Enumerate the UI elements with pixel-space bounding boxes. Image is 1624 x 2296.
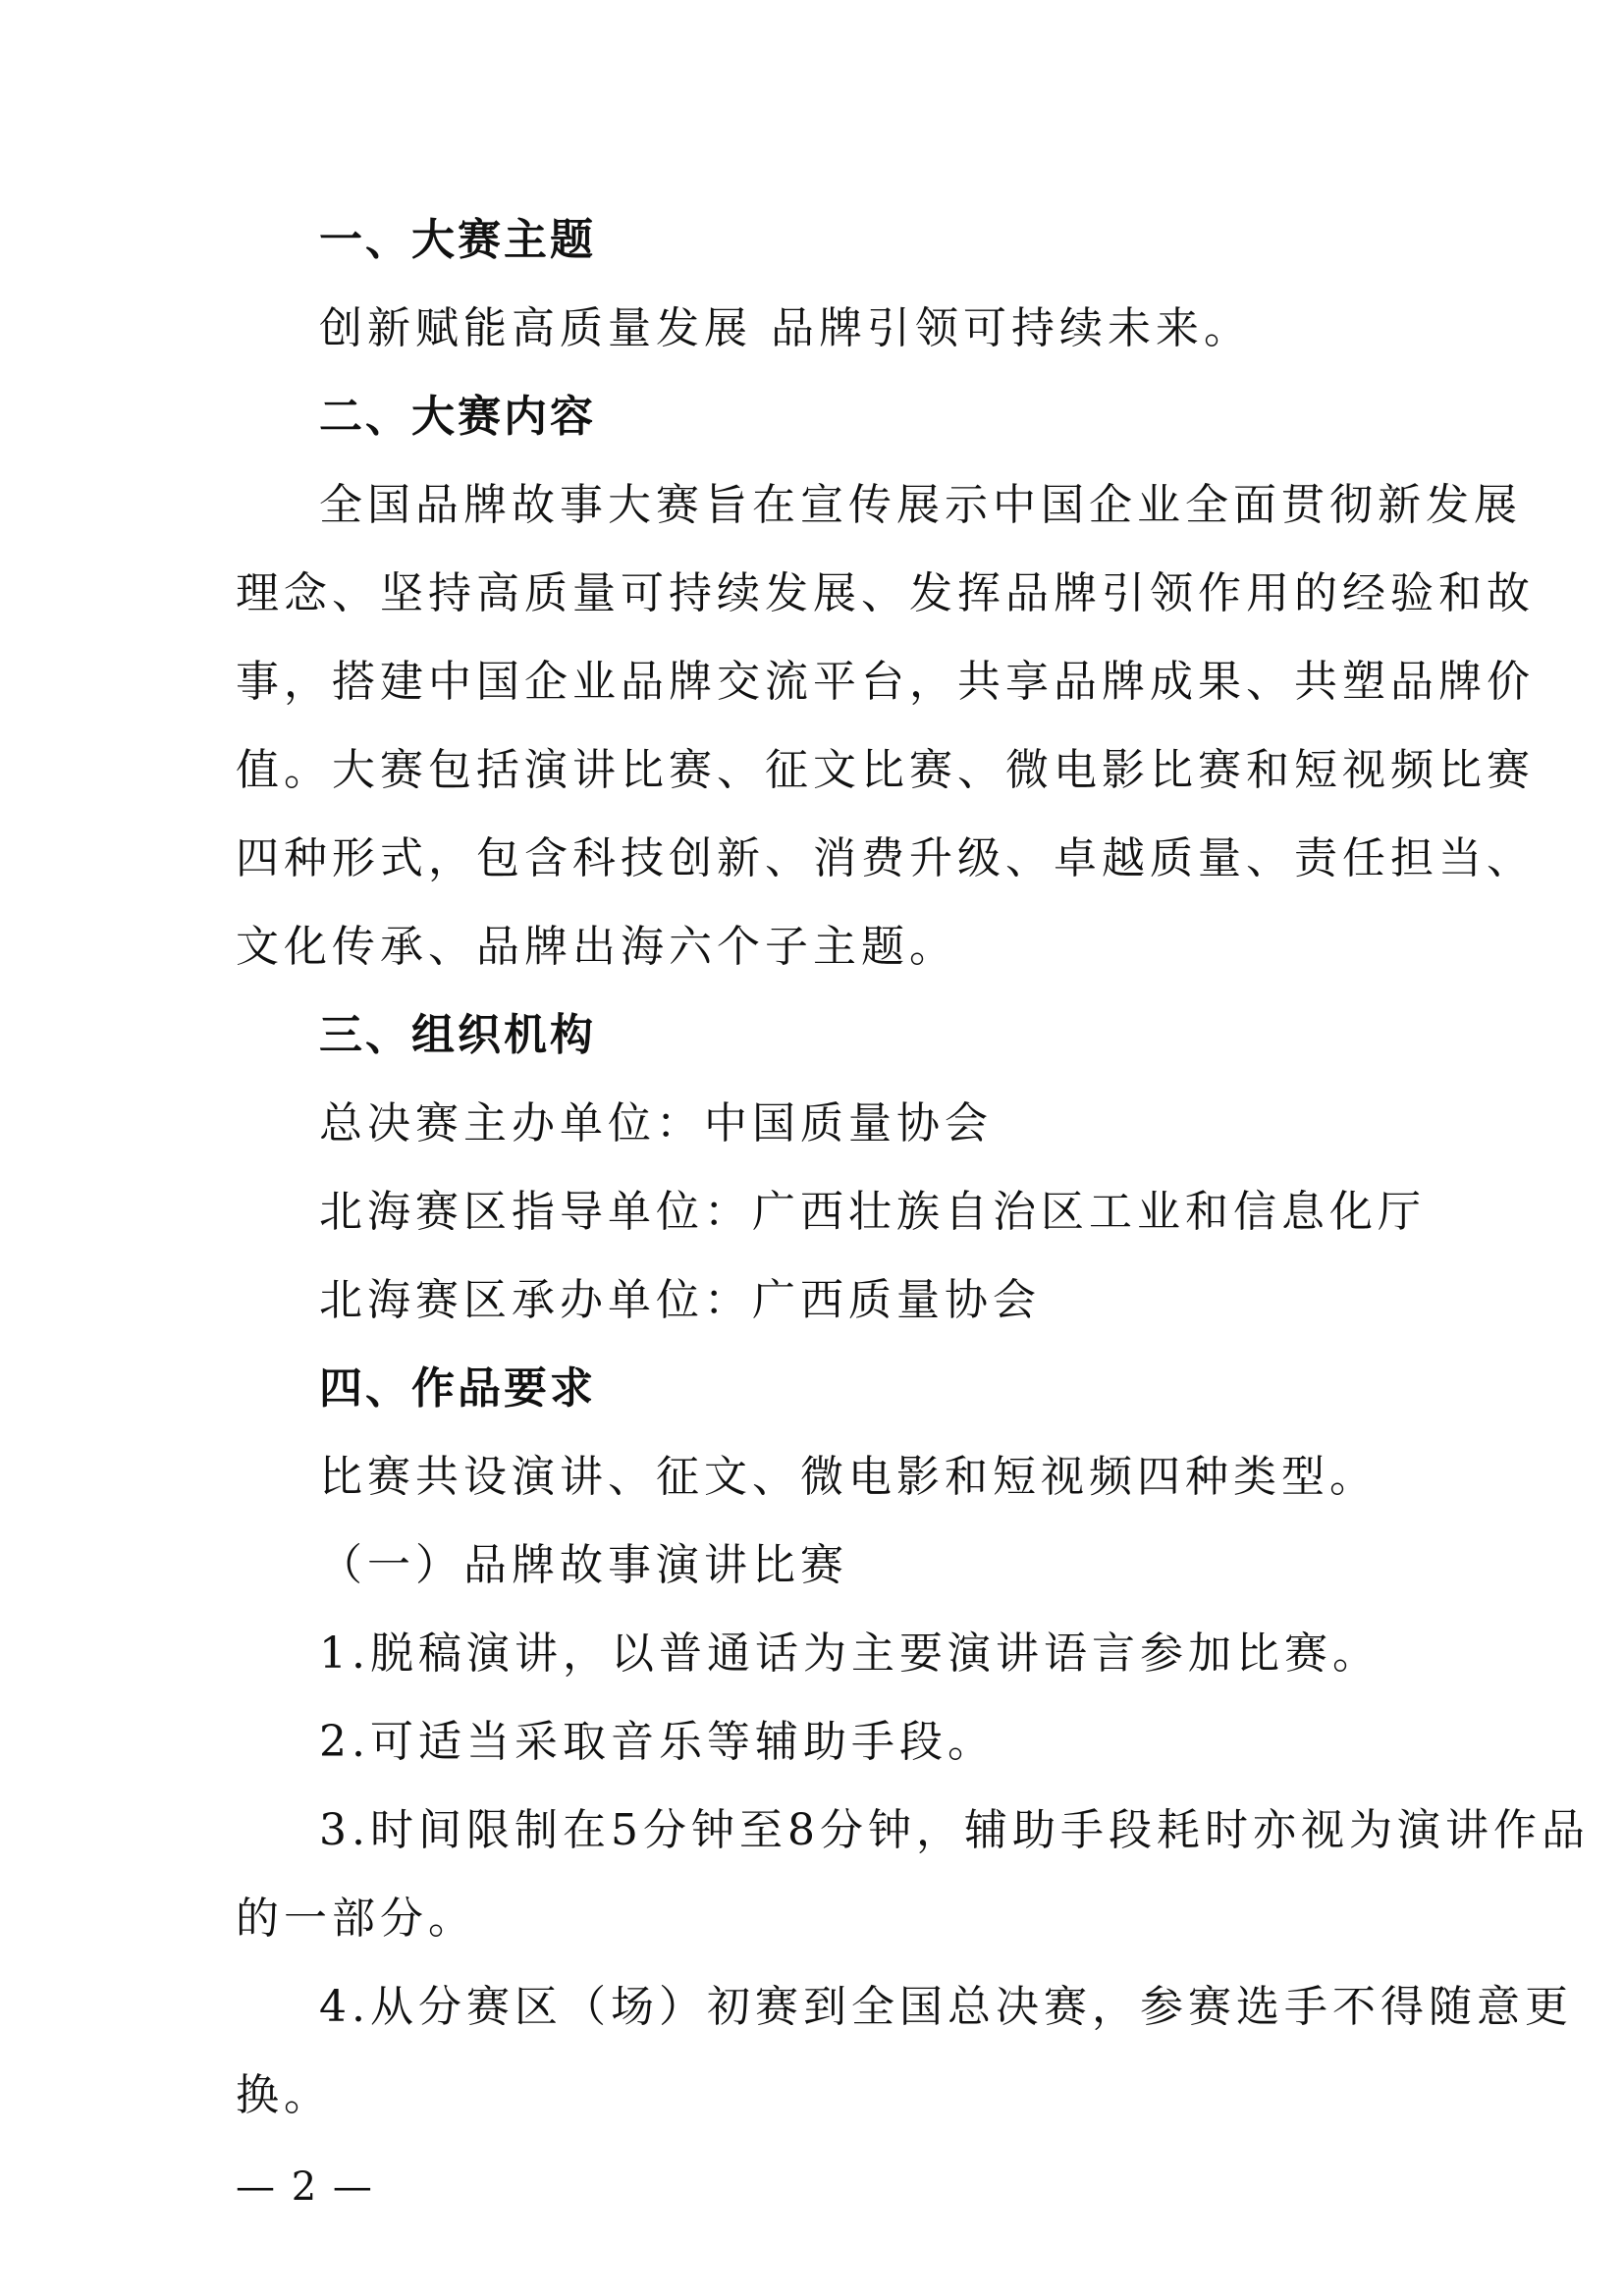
section-heading-organization: 三、组织机构 [319,1010,596,1060]
organization-line: 北海赛区指导单位：广西壮族自治区工业和信息化厅 [319,1187,1426,1237]
content-paragraph-line: 事，搭建中国企业品牌交流平台，共享品牌成果、共塑品牌价 [236,657,1535,707]
organization-line: 总决赛主办单位：中国质量协会 [319,1098,993,1148]
requirements-item: 换。 [236,2070,332,2120]
requirements-item: 3.时间限制在5分钟至8分钟，辅助手段耗时亦视为演讲作品 [319,1805,1590,1855]
content-paragraph-line: 值。大赛包括演讲比赛、征文比赛、微电影比赛和短视频比赛 [236,745,1535,795]
requirements-item: 4.从分赛区（场）初赛到全国总决赛，参赛选手不得随意更 [319,1982,1573,2032]
section-heading-content: 二、大赛内容 [319,392,596,442]
section-heading-requirements: 四、作品要求 [319,1363,596,1414]
requirements-item: 的一部分。 [236,1894,476,1944]
requirements-intro: 比赛共设演讲、征文、微电影和短视频四种类型。 [319,1452,1378,1502]
section-heading-theme: 一、大赛主题 [319,215,596,265]
requirements-item: 2.可适当采取音乐等辅助手段。 [319,1717,996,1767]
requirements-subheading: （一）品牌故事演讲比赛 [319,1540,848,1590]
requirements-item: 1.脱稿演讲，以普通话为主要演讲语言参加比赛。 [319,1629,1380,1679]
content-paragraph-line: 全国品牌故事大赛旨在宣传展示中国企业全面贯彻新发展 [319,480,1522,530]
content-paragraph-line: 文化传承、品牌出海六个子主题。 [236,922,957,972]
content-paragraph-line: 理念、坚持高质量可持续发展、发挥品牌引领作用的经验和故 [236,568,1535,618]
organization-line: 北海赛区承办单位：广西质量协会 [319,1275,1041,1325]
page-number: — 2 — [236,2164,374,2210]
content-paragraph-line: 四种形式，包含科技创新、消费升级、卓越质量、责任担当、 [236,833,1535,883]
theme-text: 创新赋能高质量发展 品牌引领可持续未来。 [319,303,1252,353]
